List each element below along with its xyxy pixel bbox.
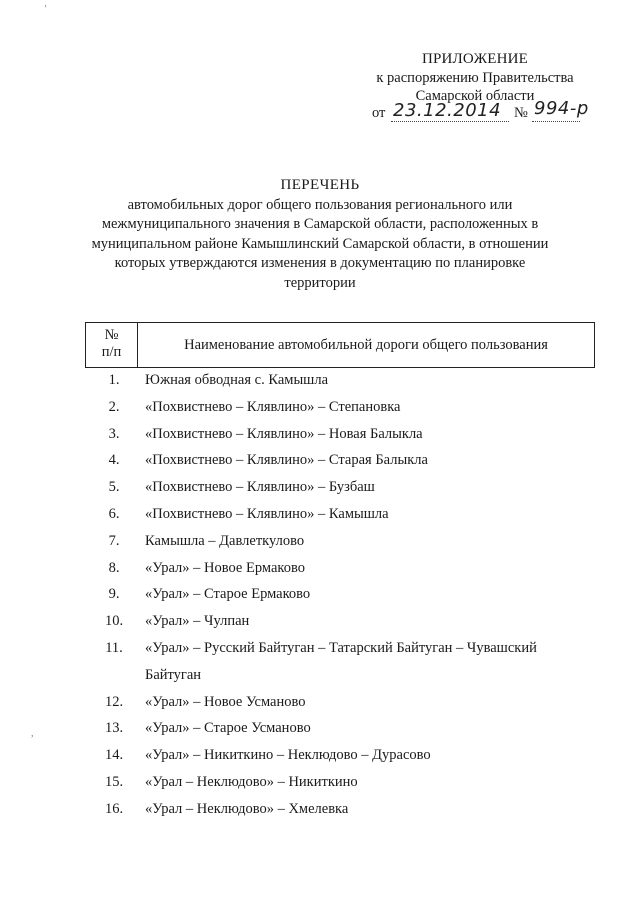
subtitle-line: автомобильных дорог общего пользования регионального или (127, 196, 513, 213)
road-name: «Похвистнево – Клявлино» – Старая Балыкла (145, 452, 428, 469)
road-name: «Похвистнево – Клявлино» – Камышла (145, 505, 389, 522)
table-row (85, 715, 593, 742)
header-number-cell (86, 323, 138, 367)
row-number: 12. (104, 693, 124, 710)
appendix-line-1: к распоряжению Правительства (376, 69, 574, 86)
row-number: 9. (108, 586, 120, 603)
table-row (85, 394, 593, 421)
number-underline (532, 121, 580, 123)
road-name: «Урал» – Старое Ермаково (145, 586, 311, 603)
header-number-sign: № (104, 327, 119, 343)
header-name-cell: Наименование автомобильной дороги общего пользования (184, 336, 548, 353)
document-title-block (60, 176, 580, 293)
table-row (85, 769, 593, 796)
road-name: «Урал» – Чулпан (145, 613, 250, 630)
row-number: 4. (108, 452, 120, 469)
subtitle-line: межмуниципального значения в Самарской области, расположенных в (101, 216, 539, 232)
row-number: 15. (104, 773, 124, 790)
handwritten-order-number: 994-р (534, 98, 589, 119)
road-name: «Урал» – Никиткино – Неклюдово – Дурасово (145, 747, 431, 764)
subtitle-line: которых утверждаются изменения в документацию по планировке (114, 255, 526, 271)
table-row (85, 742, 593, 769)
table-row (85, 474, 593, 501)
subtitle-line: территории (284, 274, 356, 291)
row-number: 13. (104, 720, 124, 737)
table-row (85, 447, 593, 474)
table-row (85, 555, 593, 582)
road-list (85, 367, 593, 823)
table-header (85, 322, 595, 368)
row-number: 14. (104, 747, 124, 764)
row-number: 11. (105, 639, 123, 656)
table-row (85, 608, 593, 635)
road-name: «Похвистнево – Клявлино» – Степановка (145, 398, 401, 415)
row-number: 8. (108, 559, 120, 576)
table-row (85, 421, 593, 448)
table-row (85, 528, 593, 555)
appendix-heading: ПРИЛОЖЕНИЕ (421, 51, 529, 67)
road-name: «Урал» – Новое Ермаково (145, 559, 305, 576)
row-number: 5. (108, 479, 120, 496)
scan-speck: , (31, 728, 34, 739)
row-number: 10. (104, 613, 124, 630)
row-number: 2. (108, 398, 120, 415)
road-name: «Похвистнево – Клявлино» – Бузбаш (145, 479, 375, 496)
road-name: Камышла – Давлеткулово (145, 532, 305, 549)
table-row (85, 796, 593, 823)
table-row (85, 501, 593, 528)
header-number-abbrev: п/п (101, 344, 122, 360)
order-date-number-line (372, 98, 602, 130)
handwritten-date: 23.12.2014 (393, 100, 502, 121)
row-number: 3. (108, 425, 120, 442)
row-number: 16. (104, 800, 124, 817)
road-name: «Урал – Неклюдово» – Хмелевка (145, 800, 349, 817)
subtitle-line: муниципальном районе Камышлинский Самарской области, в отношении (91, 235, 549, 252)
table-row (85, 635, 593, 689)
scan-speck: ' (44, 4, 47, 15)
document-title: ПЕРЕЧЕНЬ (280, 177, 360, 193)
road-name: «Урал – Неклюдово» – Никиткино (145, 773, 358, 790)
number-sign: № (514, 105, 528, 121)
row-number: 6. (108, 505, 120, 522)
road-name: «Урал» – Русский Байтуган – Татарский Байтуган – Чувашский Байтуган (145, 639, 537, 683)
road-name: «Урал» – Старое Усманово (145, 720, 311, 737)
table-row (85, 367, 593, 394)
table-row (85, 581, 593, 608)
date-underline (391, 121, 509, 123)
date-prefix: от (372, 105, 386, 121)
appendix-line-2: Самарской области (415, 88, 535, 104)
road-name: Южная обводная с. Камышла (145, 372, 329, 388)
road-name: «Похвистнево – Клявлино» – Новая Балыкла (145, 425, 423, 442)
table-row (85, 689, 593, 716)
row-number: 1. (108, 372, 120, 388)
road-name: «Урал» – Новое Усманово (145, 693, 306, 710)
row-number: 7. (108, 532, 120, 549)
